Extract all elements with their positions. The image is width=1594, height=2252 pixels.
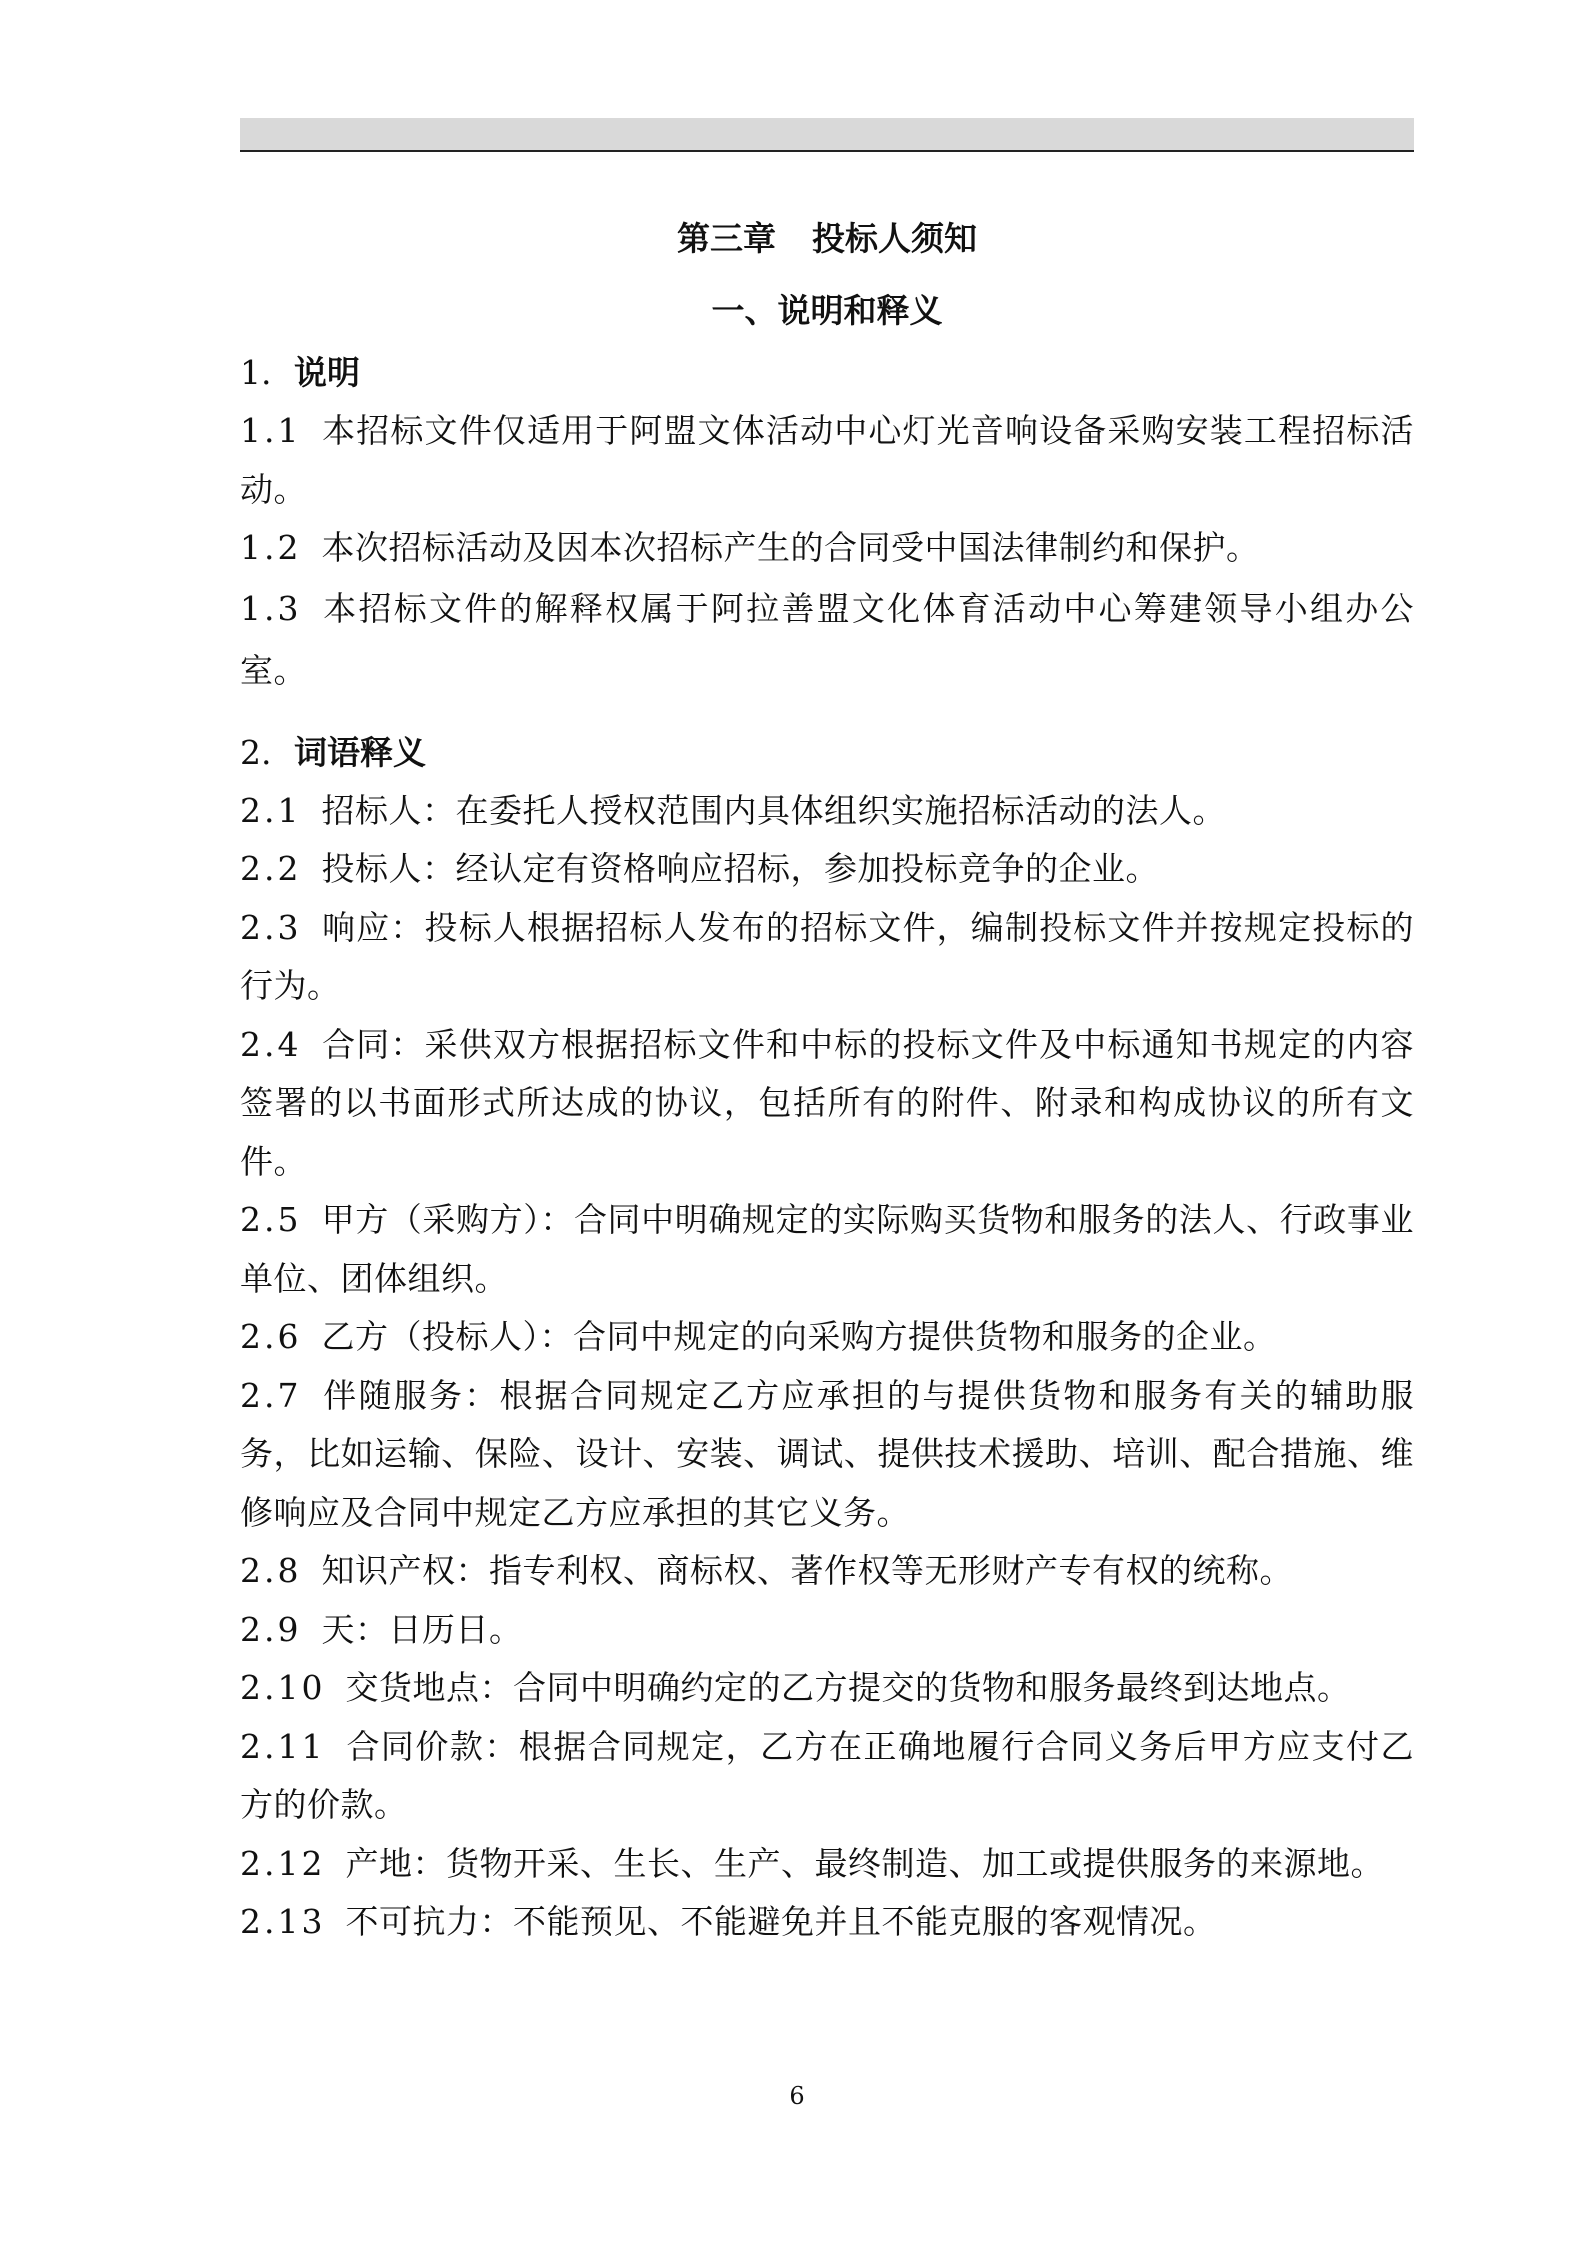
- clause-2-4: [240, 1016, 1414, 1192]
- clause-1-3: [240, 578, 1414, 702]
- chapter-number: 第三章: [677, 219, 776, 258]
- clause-2-7: [240, 1367, 1414, 1543]
- clause-text: 甲方（采购方）：合同中明确规定的实际购买货物和服务的法人、行政事业单位、团体组织。: [240, 1200, 1414, 1298]
- clause-number: 1.2: [240, 528, 302, 567]
- clause-2-1: [240, 782, 1414, 841]
- heading-number: 1.: [240, 353, 272, 392]
- clause-number: 2.13: [240, 1902, 326, 1941]
- clause-2-2: [240, 840, 1414, 899]
- clause-2-10: [240, 1659, 1414, 1718]
- chapter-title: [240, 200, 1414, 278]
- clause-number: 2.9: [240, 1609, 302, 1649]
- heading-definitions: [240, 724, 1414, 782]
- clause-number: 2.11: [240, 1726, 326, 1766]
- clause-2-6: [240, 1308, 1414, 1367]
- clause-text: 乙方（投标人）：合同中规定的向采购方提供货物和服务的企业。: [321, 1317, 1277, 1356]
- clause-2-13: [240, 1893, 1414, 1952]
- clause-number: 2.12: [240, 1843, 326, 1883]
- clause-number: 1.3: [240, 588, 302, 628]
- heading-label: 说明: [294, 353, 360, 392]
- clause-number: 2.8: [240, 1551, 302, 1590]
- clause-text: 本招标文件仅适用于阿盟文体活动中心灯光音响设备采购安装工程招标活动。: [240, 411, 1414, 509]
- clause-number: 2.6: [240, 1317, 302, 1356]
- clause-number: 2.5: [240, 1200, 302, 1239]
- clause-number: 2.1: [240, 790, 302, 830]
- clause-text: 合同：采供双方根据招标文件和中标的投标文件及中标通知书规定的内容签署的以书面形式所达成的协议，包括所有的附件、附录和构成协议的所有文件。: [240, 1024, 1414, 1181]
- clause-number: 2.3: [240, 907, 302, 947]
- clause-1-1: [240, 402, 1414, 519]
- clause-2-9: [240, 1601, 1414, 1660]
- clause-text: 天：日历日。: [321, 1609, 523, 1649]
- clause-2-12: [240, 1835, 1414, 1894]
- clause-2-3: [240, 899, 1414, 1016]
- clause-text: 合同价款：根据合同规定，乙方在正确地履行合同义务后甲方应支付乙方的价款。: [240, 1726, 1414, 1824]
- clause-text: 不可抗力：不能预见、不能避免并且不能克服的客观情况。: [345, 1902, 1217, 1941]
- clause-number: 2.4: [240, 1024, 302, 1064]
- clause-number: 2.10: [240, 1668, 326, 1707]
- clause-text: 本招标文件的解释权属于阿拉善盟文化体育活动中心筹建领导小组办公室。: [240, 588, 1414, 690]
- heading-label: 词语释义: [294, 732, 426, 772]
- heading-explanation: [240, 344, 1414, 402]
- clause-text: 招标人：在委托人授权范围内具体组织实施招标活动的法人。: [321, 790, 1226, 830]
- header-rule: [240, 118, 1414, 152]
- clause-number: 2.7: [240, 1375, 302, 1415]
- clause-text: 产地：货物开采、生长、生产、最终制造、加工或提供服务的来源地。: [345, 1843, 1384, 1883]
- clause-text: 交货地点：合同中明确约定的乙方提交的货物和服务最终到达地点。: [345, 1668, 1351, 1707]
- section-title: 一、说明和释义: [711, 291, 943, 330]
- clause-text: 知识产权：指专利权、商标权、著作权等无形财产专有权的统称。: [321, 1551, 1293, 1590]
- clause-text: 投标人：经认定有资格响应招标，参加投标竞争的企业。: [321, 849, 1159, 888]
- clause-text: 伴随服务：根据合同规定乙方应承担的与提供货物和服务有关的辅助服务，比如运输、保险、设计、安装、调试、提供技术援助、培训、配合措施、维修响应及合同中规定乙方应承担的其它义务。: [240, 1375, 1414, 1532]
- clause-2-5: [240, 1191, 1414, 1308]
- page-content: [240, 200, 1414, 1952]
- heading-number: 2.: [240, 732, 272, 772]
- clause-2-11: [240, 1718, 1414, 1835]
- clause-number: 2.2: [240, 849, 302, 888]
- clause-text: 本次招标活动及因本次招标产生的合同受中国法律制约和保护。: [321, 528, 1260, 567]
- clause-number: 1.1: [240, 411, 302, 450]
- clause-2-8: [240, 1542, 1414, 1601]
- chapter-name: 投标人须知: [812, 219, 977, 258]
- clause-text: 响应：投标人根据招标人发布的招标文件，编制投标文件并按规定投标的行为。: [240, 907, 1414, 1005]
- clause-1-2: [240, 519, 1414, 578]
- page-number: 6: [789, 2082, 805, 2110]
